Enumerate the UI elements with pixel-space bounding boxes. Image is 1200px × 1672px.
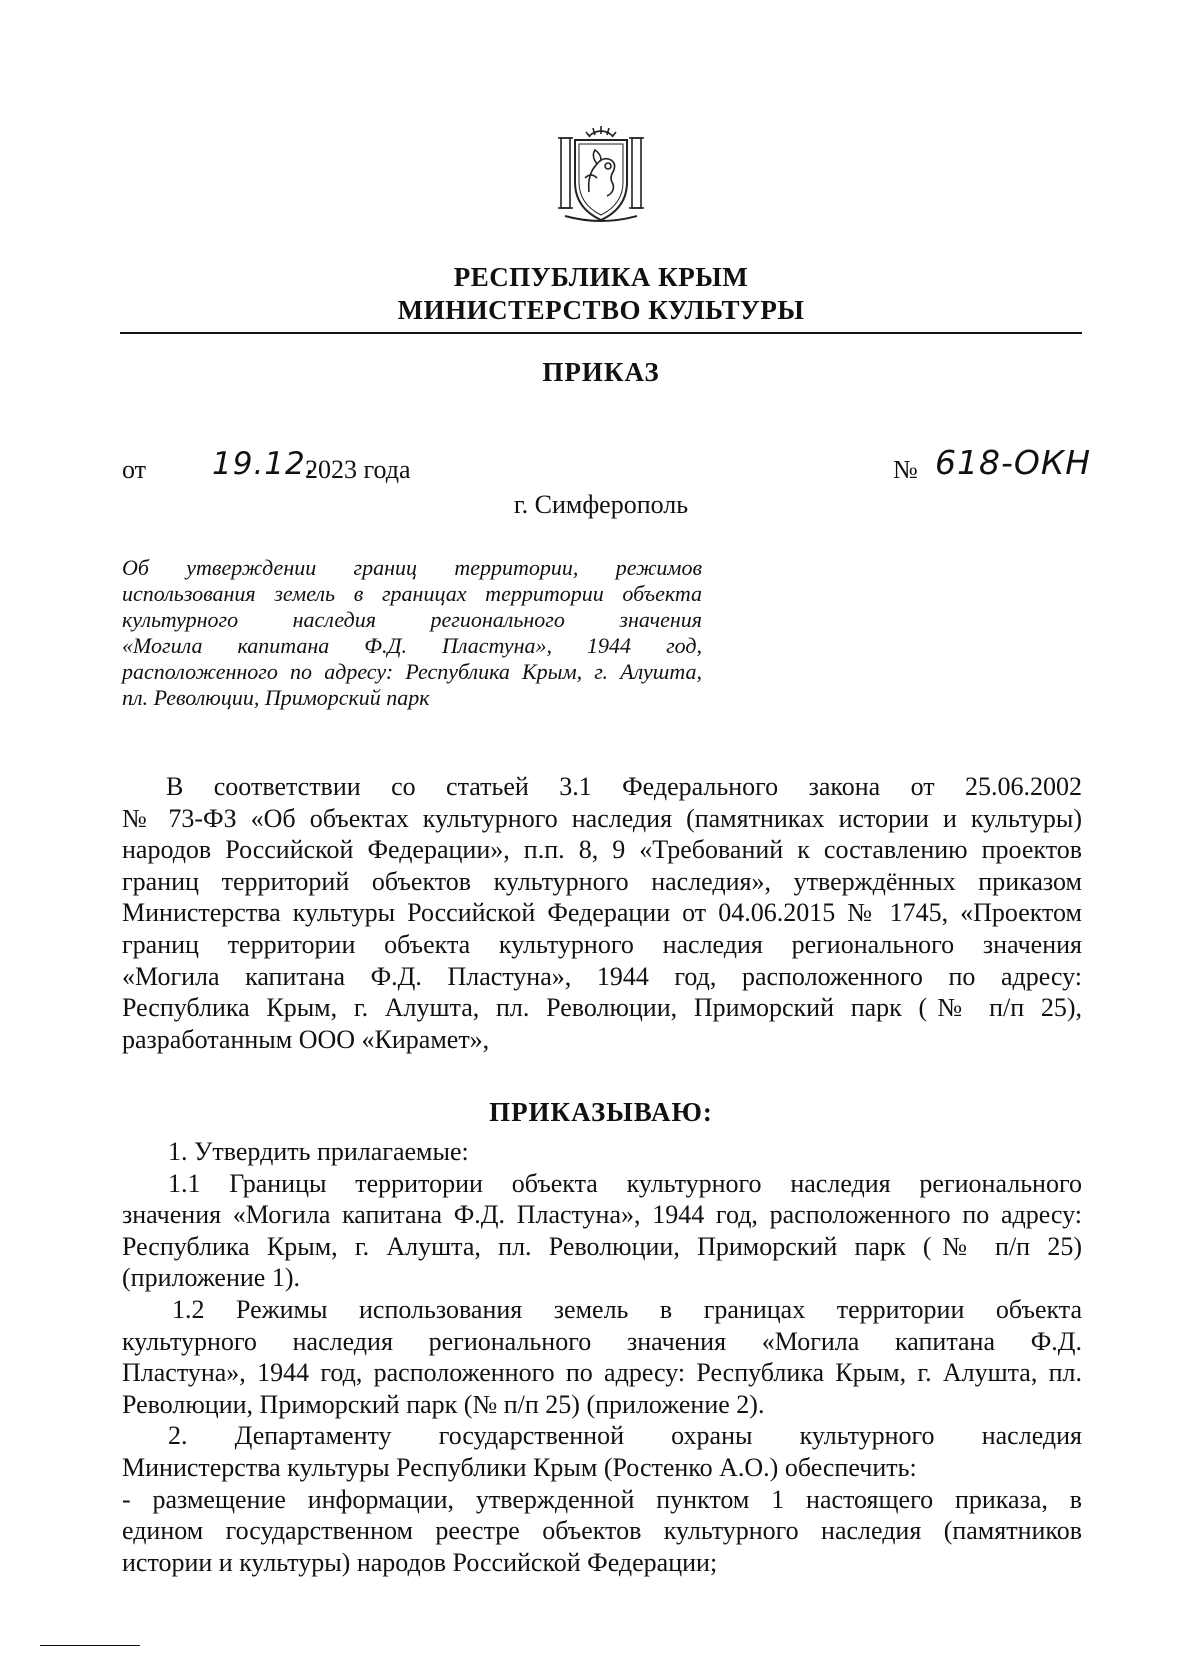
handwritten-date: 19.12. xyxy=(212,446,317,482)
city: г. Симферополь xyxy=(513,490,689,519)
preamble-line: В соответствии со статьей 3.1 Федерального закона от 25.06.2002 xyxy=(166,772,1082,801)
handwritten-order-number: 618-ОКН xyxy=(935,443,1092,482)
body-line: Министерства культуры Республики Крым (Ростенко А.О.) обеспечить: xyxy=(122,1452,917,1482)
preamble-line: народов Российской Федерации», п.п. 8, 9 «Требований к составлению проектов xyxy=(122,835,1082,865)
body-line: Пластуна», 1944 год, расположенного по адресу: Республика Крым, г. Алушта, пл. xyxy=(122,1358,1082,1388)
document-title: ПРИКАЗ xyxy=(542,357,660,387)
date-prefix: от xyxy=(122,455,147,484)
footnote-divider xyxy=(40,1645,140,1646)
preamble xyxy=(122,771,1082,1055)
body-line: 2. Департаменту государственной охраны культурного наследия xyxy=(168,1421,1082,1451)
order-verb: ПРИКАЗЫВАЮ: xyxy=(489,1097,713,1127)
body-line: - размещение информации, утвержденной пунктом 1 настоящего приказа, в xyxy=(122,1484,1082,1514)
body-line: Революции, Приморский парк (№ п/п 25) (приложение 2). xyxy=(122,1389,765,1419)
republic-name: РЕСПУБЛИКА КРЫМ xyxy=(453,262,749,292)
subject-line: Об утверждении границ территории, режимов xyxy=(122,555,702,580)
body-line: значения «Могила капитана Ф.Д. Пластуна», 1944 год, расположенного по адресу: xyxy=(122,1200,1082,1230)
subject-line: расположенного по адресу: Республика Крым, г. Алушта, xyxy=(122,659,702,684)
body-line: истории и культуры) народов Российской Федерации; xyxy=(122,1547,718,1577)
subject-line: пл. Революции, Приморский парк xyxy=(122,685,430,710)
crimea-coat-of-arms-icon xyxy=(550,122,652,226)
body-line: культурного наследия регионального значения «Могила капитана Ф.Д. xyxy=(122,1326,1082,1356)
subject-line: использования земель в границах территории объекта xyxy=(122,581,702,606)
body-line: 1.1 Границы территории объекта культурного наследия регионального xyxy=(168,1168,1082,1198)
order-body xyxy=(122,1136,1082,1578)
body-line: 1.2 Режимы использования земель в границах территории объекта xyxy=(172,1294,1082,1324)
preamble-line: Республика Крым, г. Алушта, пл. Революции, Приморский парк (№ п/п 25), xyxy=(122,993,1082,1023)
body-line: едином государственном реестре объектов культурного наследия (памятников xyxy=(122,1516,1082,1546)
number-label: № xyxy=(893,455,918,484)
subject-line: «Могила капитана Ф.Д. Пластуна», 1944 год, xyxy=(122,633,702,658)
body-line: Республика Крым, г. Алушта, пл. Революции, Приморский парк (№ п/п 25) xyxy=(122,1231,1082,1261)
date-year: 2023 года xyxy=(305,455,411,484)
header-divider xyxy=(120,332,1082,334)
preamble-line: границ территорий объектов культурного наследия», утверждённых приказом xyxy=(122,866,1082,896)
preamble-line: Министерства культуры Российской Федерации от 04.06.2015 № 1745, «Проектом xyxy=(122,898,1082,928)
preamble-line: «Могила капитана Ф.Д. Пластуна», 1944 год, расположенного по адресу: xyxy=(122,961,1082,991)
preamble-line: № 73-ФЗ «Об объектах культурного наследия (памятниках истории и культуры) xyxy=(122,803,1082,833)
order-subject xyxy=(122,555,702,711)
body-line: 1. Утвердить прилагаемые: xyxy=(168,1137,469,1166)
body-line: (приложение 1). xyxy=(122,1263,301,1293)
preamble-line: границ территории объекта культурного наследия регионального значения xyxy=(122,929,1082,959)
subject-line: культурного наследия регионального значения xyxy=(122,607,702,632)
preamble-line: разработанным ООО «Кирамет», xyxy=(122,1024,490,1054)
ministry-name: МИНИСТЕРСТВО КУЛЬТУРЫ xyxy=(397,295,805,325)
